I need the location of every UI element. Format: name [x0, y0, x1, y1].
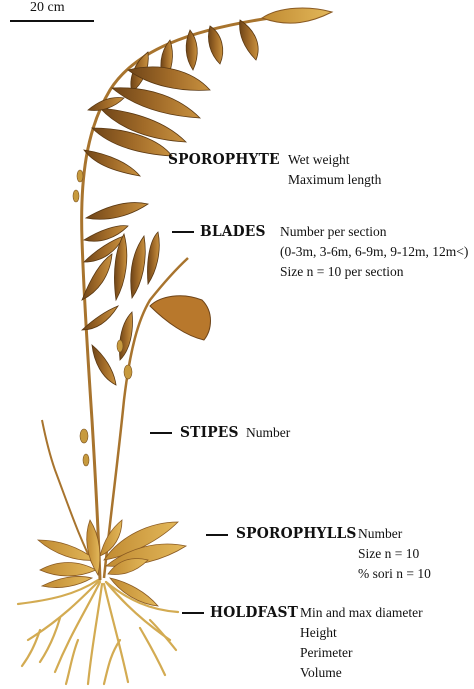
- holdfast-details: [300, 603, 423, 683]
- sporophylls-detail-item: Number: [358, 526, 403, 541]
- sporophylls: [38, 520, 186, 606]
- stipes-label: STIPES: [180, 423, 239, 441]
- sporophyte-detail-item: Maximum length: [288, 172, 382, 187]
- sporophyte-label: SPOROPHYTE: [168, 150, 280, 168]
- holdfast-detail-item: Volume: [300, 665, 342, 680]
- sporophylls-label: SPOROPHYLLS: [236, 524, 357, 542]
- sporophyte-details: [288, 150, 381, 190]
- large-blade: [150, 296, 211, 340]
- scale-bar-label: 20 cm: [30, 0, 65, 15]
- sporophyte-detail-item: Wet weight: [288, 152, 350, 167]
- blades-detail-item: Number per section: [280, 224, 387, 239]
- sporophylls-detail-item: % sori n = 10: [358, 566, 431, 581]
- holdfast-roots: [18, 580, 178, 684]
- sporophylls-detail-item: Size n = 10: [358, 546, 420, 561]
- blades-pointer-line: [172, 231, 194, 233]
- holdfast-detail-item: Height: [300, 625, 337, 640]
- terminal-blade: [262, 8, 332, 23]
- holdfast-detail-item: Perimeter: [300, 645, 353, 660]
- sporophylls-details: [358, 524, 431, 584]
- stipes-detail-item: Number: [246, 425, 291, 440]
- blades-label: BLADES: [200, 222, 266, 240]
- blades-detail-item: Size n = 10 per section: [280, 264, 404, 279]
- stipes-details: [246, 423, 290, 443]
- blades-detail-item: (0-3m, 3-6m, 6-9m, 9-12m, 12m<): [280, 244, 469, 259]
- stipes-pointer-line: [150, 432, 172, 434]
- holdfast-detail-item: Min and max diameter: [300, 605, 423, 620]
- sporophylls-pointer-line: [206, 534, 228, 536]
- blades-details: [280, 222, 468, 282]
- mid-blades: [82, 203, 159, 385]
- holdfast-pointer-line: [182, 612, 204, 614]
- holdfast-label: HOLDFAST: [210, 603, 299, 621]
